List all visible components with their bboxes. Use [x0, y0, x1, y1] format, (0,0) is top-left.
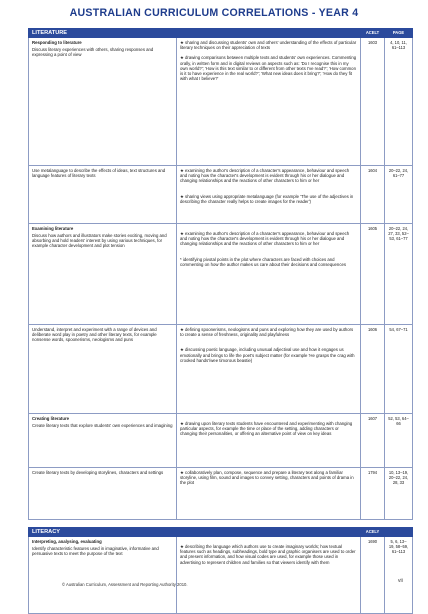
pages-cell: 20–22, 24, 27, 33, 52–53, 61–77	[385, 224, 413, 325]
code-cell: 1794	[361, 468, 385, 520]
literacy-header-row	[29, 528, 413, 537]
literature-header-row	[29, 29, 413, 38]
descriptor-cell	[29, 468, 177, 520]
acelt-heading: ACELT	[361, 29, 385, 38]
literacy-heading: LITERACY	[29, 528, 361, 537]
table-row	[29, 166, 413, 224]
elaboration-cell	[177, 166, 361, 224]
descriptor-cell	[29, 166, 177, 224]
strand-subheading: Creating literature	[32, 416, 70, 421]
elaboration-text: * identifying pivotal points in the plot where characters are faced with choices and commenting on how the author makes us care about their decisions and consequences	[180, 256, 347, 267]
descriptor-cell	[29, 38, 177, 166]
elaboration-cell	[177, 468, 361, 520]
pages-cell: 54, 67–71	[385, 325, 413, 414]
page-number: vii	[398, 578, 403, 584]
elaboration-text: ★ examining the author's description of a character's appearance, behaviour and speech and noting how the character's development is evident through his or her dialogue and changing relationships and the reactions of other characters to him or her	[180, 231, 350, 247]
code-cell: 1606	[361, 325, 385, 414]
code-cell: 1603	[361, 38, 385, 166]
table-row	[29, 468, 413, 520]
descriptor-cell	[29, 537, 177, 614]
elaboration-text: ★ sharing views using appropriate metalanguage (for example 'The use of the adjectives in describing the character really helps to create images for the reader')	[180, 193, 354, 204]
descriptor-text: Identify characteristic features used in imaginative, informative and persuasive texts to meet the purpose of the text	[32, 545, 159, 556]
elaboration-text: ★ discussing poetic language, including unusual adjectival use and how it engages us emotionally and brings to life the poet's subject matter (for example 'He grasps the crag with crooked hands'/wee timorous beastie)	[180, 347, 355, 363]
descriptor-text: Understand, interpret and experiment with a range of devices and deliberate word play in poetry and other literary texts, for example nonsense words, spoonerisms, neologisms and puns	[32, 327, 157, 343]
pages-cell: 10, 13–19, 20–22, 24, 28, 33	[385, 468, 413, 520]
table-row	[29, 537, 413, 614]
acely-heading: ACELY	[361, 528, 385, 537]
copyright-footer: © Australian Curriculum, Assessment and Reporting Authority 2010.	[62, 582, 188, 587]
descriptor-text: Create literary texts that explore students' own experiences and imagining	[32, 422, 173, 428]
elaboration-text: ★ sharing and discussing students' own and others' understanding of the effects of particular literary techniques on their appreciation of texts	[180, 40, 357, 51]
descriptor-cell	[29, 414, 177, 468]
descriptor-text: Create literary texts by developing storylines, characters and settings	[32, 470, 164, 475]
page-title: AUSTRALIAN CURRICULUM CORRELATIONS - YEAR 4	[69, 7, 359, 19]
strand-subheading: Responding to literature	[32, 40, 82, 45]
pages-cell: 4, 10, 11, 61–113	[385, 38, 413, 166]
pages-cell: 52, 53, 64–66	[385, 414, 413, 468]
table-row	[29, 325, 413, 414]
code-cell: 1607	[361, 414, 385, 468]
strand-subheading: Interpreting, analysing, evaluating	[32, 539, 102, 544]
curriculum-table	[28, 28, 412, 614]
elaboration-cell	[177, 224, 361, 325]
strand-subheading: Examining literature	[32, 226, 74, 231]
elaboration-text: ★ collaboratively plan, compose, sequence and prepare a literary text along a familiar storyline, using film, sound and images to convey setting, characters and points of drama in the plot	[180, 470, 354, 486]
elaboration-text: ★ examining the author's description of a character's appearance, behaviour and speech and noting how the character's development is evident through his or her dialogue and changing relationships and the reactions of other characters to him or her	[180, 168, 350, 184]
descriptor-cell	[29, 325, 177, 414]
descriptor-text: Use metalanguage to describe the effects of ideas, text structures and language features of literary texts	[32, 168, 166, 179]
elaboration-text: ★ defining spoonerisms, neologisms and puns and exploring how they are used by authors to create a sense of freshness, originality and playfulness	[180, 327, 354, 338]
elaboration-text: ★ describing the language which authors use to create imaginary worlds; how textual features such as headings, subheadings, bold type and graphic organisers are used to order and present information, and how visual codes are used, for example those used in advertising to represent children and families so that viewers identify with them	[180, 544, 356, 565]
descriptor-text: Discuss literary experiences with others, sharing responses and expressing a point of view	[32, 46, 154, 57]
elaboration-cell	[177, 414, 361, 468]
table-row	[29, 38, 413, 166]
code-cell: 1604	[361, 166, 385, 224]
table-row	[29, 224, 413, 325]
code-cell: 1605	[361, 224, 385, 325]
descriptor-cell	[29, 224, 177, 325]
elaboration-text: ★ drawing upon literary texts students have encountered and experimenting with changing particular aspects, for example the time or place of the setting, adding characters or changing their personalities, or offering an alternative point of view on key ideas	[180, 421, 353, 437]
pages-cell: 20–22, 24, 61–77	[385, 166, 413, 224]
literature-heading: LITERATURE	[29, 29, 361, 38]
page-heading: PAGE	[385, 29, 413, 38]
elaboration-cell	[177, 325, 361, 414]
elaboration-text: ★ drawing comparisons between multiple texts and students' own experiences. Commenting orally, in written form and in digital reviews on aspects such as: 'Do I recognise this in my own world?'; 'How is this text similar to or different from other texts I've read?'; 'How common is it to have experience in the real world?'; 'What new ideas does it bring?'; 'How do they fit with what I believe?'	[180, 55, 357, 82]
descriptor-text: Discuss how authors and illustrators make stories exciting, moving and absorbing and hold readers' interest by using various techniques, for example character development and plot tension	[32, 232, 167, 249]
table-row	[29, 414, 413, 468]
pages-cell: 5, 6, 13–19, 58–59, 61–113	[385, 537, 413, 614]
elaboration-cell	[177, 537, 361, 614]
code-cell: 1690	[361, 537, 385, 614]
elaboration-cell	[177, 38, 361, 166]
